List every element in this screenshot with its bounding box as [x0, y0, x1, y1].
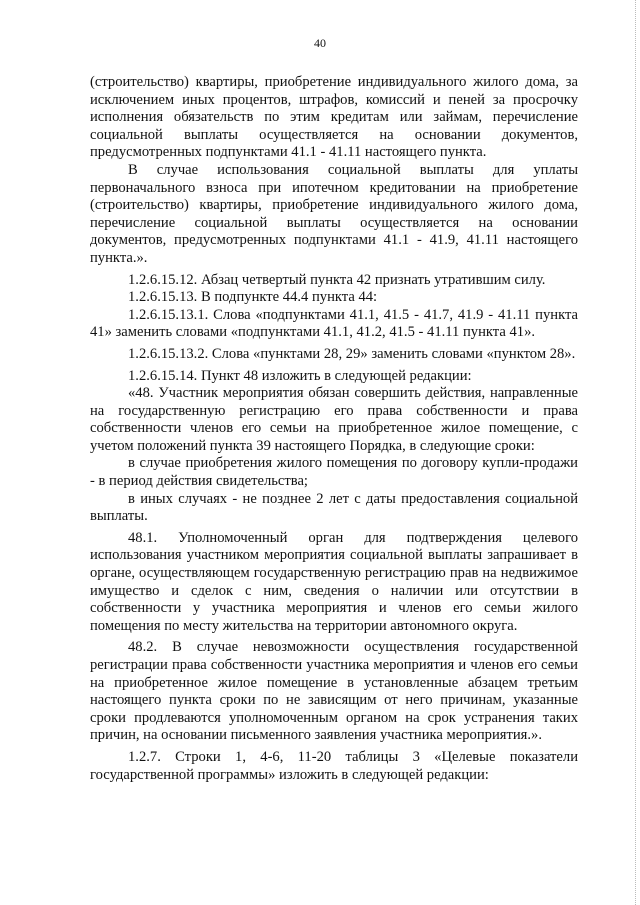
page-number: 40	[314, 36, 326, 50]
paragraph: В случае использования социальной выплаты для уплаты первоначального взноса при ипотечном кредитовании на приобретение (строительство) квартиры, приобретение индивидуального жилого дома, перечисление социальной выплаты осуществляется на основании документов, предусмотренных подпунктами 41.1 - 41.9, 41.11 настоящего пункта.».	[90, 161, 578, 266]
paragraph: 1.2.6.15.12. Абзац четвертый пункта 42 признать утратившим силу.	[128, 271, 546, 288]
paragraph: 1.2.6.15.14. Пункт 48 изложить в следующей редакции:	[128, 367, 472, 384]
paragraph: 1.2.6.15.13.2. Слова «пунктами 28, 29» заменить словами «пунктом 28».	[128, 345, 576, 362]
paragraph: в случае приобретения жилого помещения по договору купли-продажи - в период действия свидетельства;	[90, 455, 578, 490]
paragraph: 1.2.7. Строки 1, 4-6, 11-20 таблицы 3 «Целевые показатели государственной программы» изложить в следующей редакции:	[90, 748, 578, 783]
paragraph: 1.2.6.15.13. В подпункте 44.4 пункта 44:	[128, 289, 378, 306]
paragraph: «48. Участник мероприятия обязан совершить действия, направленные на государственную регистрацию его права собственности и права собственности членов его семьи на приобретенное жилое помещение, с учетом положений пункта 39 настоящего Порядка, в следующие сроки:	[90, 385, 578, 454]
document-body	[90, 74, 578, 784]
paragraph: (строительство) квартиры, приобретение индивидуального жилого дома, за исключением иных процентов, штрафов, комиссий и пеней за просрочку исполнения обязательств по этим кредитам или займам, перечисление социальной выплаты осуществляется на основании документов, предусмотренных подпунктами 41.1 - 41.11 настоящего пункта.	[90, 74, 578, 161]
paragraph: 48.1. Уполномоченный орган для подтверждения целевого использования участником мероприятия социальной выплаты запрашивает в органе, осуществляющем государственную регистрацию прав на недвижимое имущество и сделок с ним, сведения о наличии или отсутствии в собственности у участника мероприятия и членов его семьи жилого помещения по месту жительства на территории автономного округа.	[90, 529, 578, 634]
paragraph: в иных случаях - не позднее 2 лет с даты предоставления социальной выплаты.	[90, 490, 578, 525]
paragraph: 1.2.6.15.13.1. Слова «подпунктами 41.1, 41.5 - 41.7, 41.9 - 41.11 пункта 41» заменить словами «подпунктами 41.1, 41.2, 41.5 - 41.11 пункта 41».	[90, 306, 578, 341]
paragraph: 48.2. В случае невозможности осуществления государственной регистрации права собственности участника мероприятия и членов его семьи на приобретенное жилое помещение в установленные абзацем третьим настоящего пункта сроки по не зависящим от него причинам, указанные сроки продлеваются уполномоченным органом на срок устранения таких причин, на основании письменного заявления участника мероприятия.».	[90, 639, 578, 744]
scan-edge-line	[634, 0, 636, 905]
